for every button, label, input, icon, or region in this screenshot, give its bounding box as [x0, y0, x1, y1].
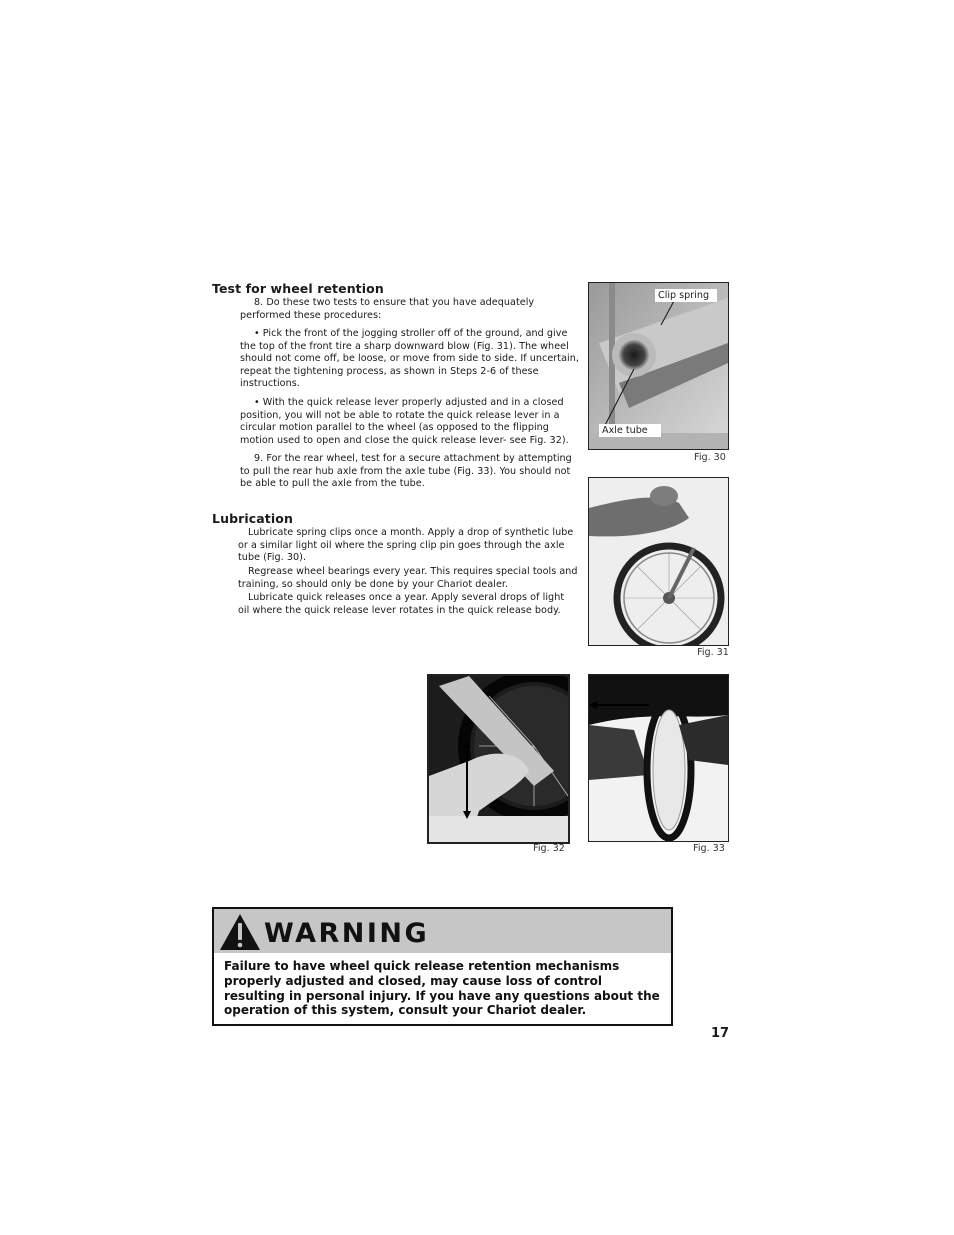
caption-fig-33: Fig. 33 [693, 843, 725, 854]
paragraph-quick-release-test: • With the quick release lever properly adjusted and in a closed position, you will not be able to rotate the quick release lever in a circular motion parallel to the wheel (as opposed to the flipping motion used to open and close the quick release lever- see Fig. 32). [240, 397, 569, 446]
warning-text: Failure to have wheel quick release retention mechanisms properly adjusted and closed, may cause loss of control resulting in personal injury. If you have any questions about the operation of this system, consult your Chariot dealer. [224, 959, 660, 1018]
paragraph-spring-clips: Lubricate spring clips once a month. Apply a drop of synthetic lube or a similar light oil where the spring clip pin goes through the axle tube (Fig. 30). [238, 527, 574, 563]
section-heading-lubrication: Lubrication [212, 511, 293, 526]
caption-fig-32: Fig. 32 [533, 843, 565, 854]
label-axle-tube: Axle tube [599, 424, 661, 437]
paragraph-step-9: 9. For the rear wheel, test for a secure attachment by attempting to pull the rear hub axle from the axle tube (Fig. 33). You should not be able to pull the axle from the tube. [240, 453, 572, 489]
paragraph-front-tire-test: • Pick the front of the jogging stroller off of the ground, and give the top of the front tire a sharp downward blow (Fig. 31). The wheel should not come off, be loose, or move from side to side. If uncertain, repeat the tightening process, as shown in Steps 2-6 of these instructions. [240, 328, 579, 389]
label-clip-spring: Clip spring [655, 289, 717, 302]
caption-fig-31: Fig. 31 [697, 647, 729, 658]
warning-header [214, 909, 671, 953]
figure-32-quick-release-photo [427, 674, 570, 844]
page-number: 17 [711, 1026, 730, 1041]
warning-title: WARNING [264, 918, 430, 949]
figure-30-axle-photo [588, 282, 729, 450]
figure-33-rear-axle-photo [588, 674, 729, 842]
paragraph-quick-releases: Lubricate quick releases once a year. Apply several drops of light oil where the quick release lever rotates in the quick release body. [238, 592, 565, 616]
section-heading-wheel-retention: Test for wheel retention [212, 281, 384, 296]
figure-31-wheel-blow-photo [588, 477, 729, 646]
warning-box [212, 907, 673, 1026]
warning-triangle-icon [219, 913, 261, 951]
paragraph-wheel-bearings: Regrease wheel bearings every year. This requires special tools and training, so should only be done by your Chariot dealer. [238, 566, 578, 590]
caption-fig-30: Fig. 30 [694, 452, 726, 463]
paragraph-step-8: 8. Do these two tests to ensure that you have adequately performed these procedures: [240, 297, 535, 321]
